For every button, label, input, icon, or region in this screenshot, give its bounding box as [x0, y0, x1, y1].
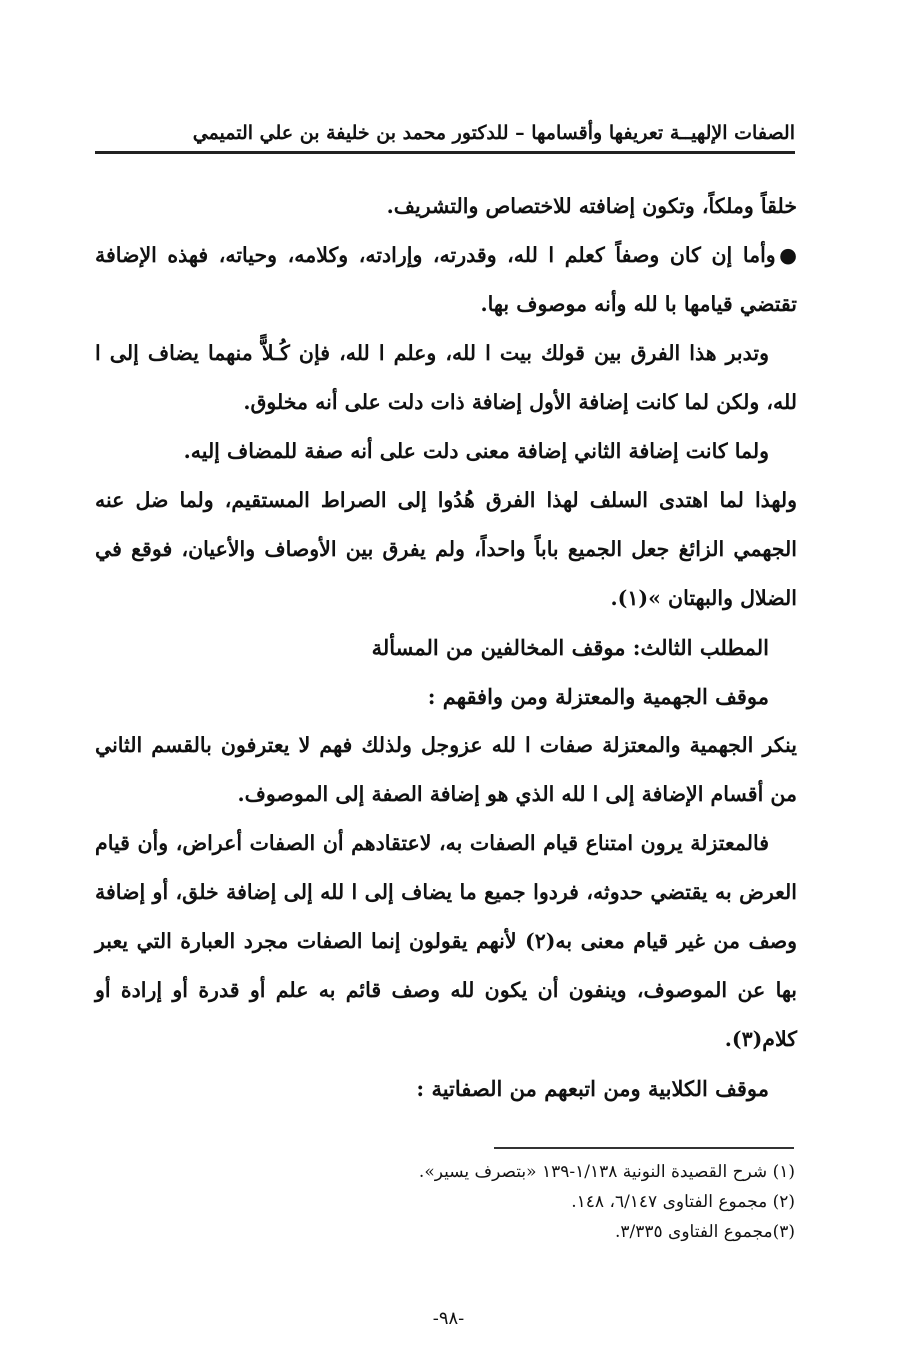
paragraph: فالمعتزلة يرون امتناع قيام الصفات به، لاعتقادهم أن الصفات أعراض، وأن قيام العرض به يقتضي حدوثه، فردوا جميع ما يضاف إلى ا لله إلى إضافة خلق، أو إضافة وصف من غير قيام معنى به(٢) لأنهم يقولون إنما الصفات مجرد العبارة التي يعبر بها عن الموصوف، وينفون أن يكون لله وصف قائم به علم أو قدرة أو إرادة أو كلام(٣).	[95, 831, 798, 1051]
paragraph: خلقاً وملكاً، وتكون إضافته للاختصاص والتشريف.	[386, 194, 797, 218]
header-divider	[95, 151, 795, 154]
paragraph: ينكر الجهمية والمعتزلة صفات ا لله عزوجل ولذلك فهم لا يعترفون بالقسم الثاني من أقسام الإضافة إلى ا لله الذي هو إضافة الصفة إلى الموصوف.	[95, 733, 797, 806]
page-number: -٩٨-	[432, 1308, 465, 1329]
footnotes	[95, 1157, 795, 1247]
running-header: الصفات الإلهيــة تعريفها وأقسامها – للدكتور محمد بن خليفة بن علي التميمي	[192, 122, 795, 144]
paragraph: ولما كانت إضافة الثاني إضافة معنى دلت على أنه صفة للمضاف إليه.	[183, 439, 769, 463]
footnote-item: (٣)مجموع الفتاوى ٣/٣٣٥.	[614, 1222, 795, 1242]
subsection-heading: موقف الجهمية والمعتزلة ومن وافقهم :	[427, 684, 769, 709]
paragraph: وتدبر هذا الفرق بين قولك بيت ا لله، وعلم ا لله، فإن كُـلاًّ منهما يضاف إلى ا لله، ولكن لما كانت إضافة الأول إضافة ذات دلت على أنه مخلوق.	[95, 341, 797, 414]
paragraph: ●وأما إن كان وصفاً كعلم ا لله، وقدرته، وإرادته، وكلامه، وحياته، فهذه الإضافة تقتضي قيامها با لله وأنه موصوف بها.	[95, 243, 797, 316]
paragraph: ولهذا لما اهتدى السلف لهذا الفرق هُدُوا إلى الصراط المستقيم، ولما ضل عنه الجهمي الزائغ جعل الجميع باباً واحداً، ولم يفرق بين الأوصاف والأعيان، فوقع في الضلال والبهتان »(١).	[95, 488, 797, 610]
footnote-item: (٢) مجموع الفتاوى ٦/١٤٧، ١٤٨.	[571, 1192, 795, 1212]
main-text	[95, 182, 797, 1113]
footnote-divider	[494, 1147, 794, 1149]
subsection-heading: موقف الكلابية ومن اتبعهم من الصفاتية :	[416, 1076, 769, 1101]
section-heading: المطلب الثالث: موقف المخالفين من المسألة	[371, 635, 769, 660]
footnote-item: (١) شرح القصيدة النونية ١/١٣٨-١٣٩ «بتصرف يسير».	[418, 1162, 795, 1182]
